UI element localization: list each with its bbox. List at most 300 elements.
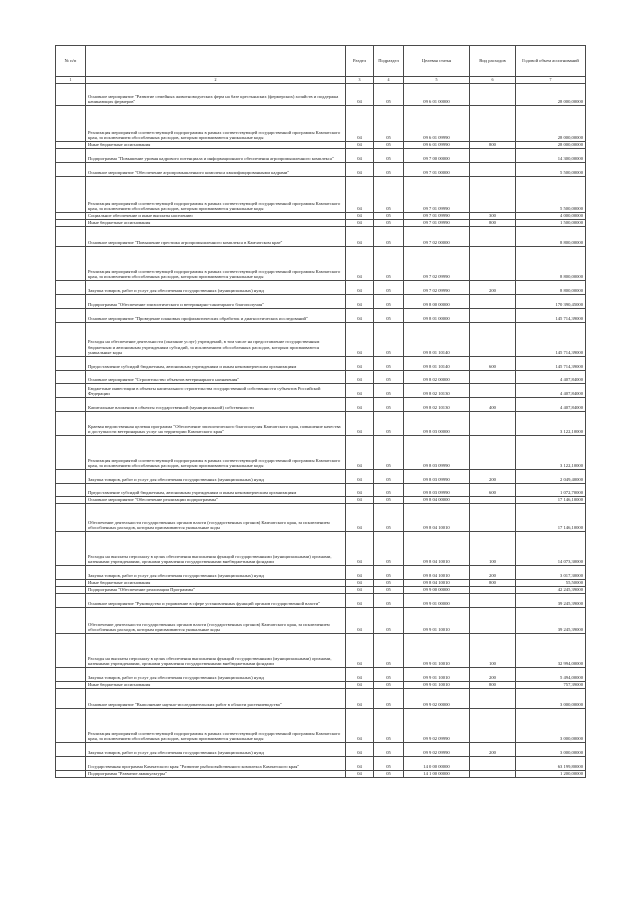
row-expense-type: 200 <box>470 743 516 757</box>
row-subsection: 05 <box>374 504 404 532</box>
row-amount: 28 000,00000 <box>516 106 586 142</box>
row-section: 04 <box>346 295 374 309</box>
table-row <box>56 371 586 384</box>
row-subsection: 05 <box>374 149 404 163</box>
column-number-row <box>56 77 586 84</box>
table-row <box>56 323 586 357</box>
row-name: Бюджетные инвестиции в объекты капитального строительства государственной собственности субъектов Российской Федерации <box>86 384 346 398</box>
row-target: 09 7 01 09990 <box>404 220 470 227</box>
row-name: Предоставление субсидий бюджетным, автономным учреждениям и иным некоммерческим организациям <box>86 357 346 371</box>
row-subsection: 05 <box>374 484 404 497</box>
row-amount: 39 245,39000 <box>516 608 586 634</box>
num-cell <box>56 220 86 227</box>
num-cell <box>56 227 86 247</box>
row-target: 09 8 04 10010 <box>404 580 470 587</box>
table-row <box>56 470 586 484</box>
row-target: 09 9 02 09990 <box>404 743 470 757</box>
row-amount: 145 714,39000 <box>516 309 586 323</box>
table-row <box>56 757 586 771</box>
row-expense-type: 800 <box>470 580 516 587</box>
row-subsection: 05 <box>374 177 404 213</box>
row-amount: 14 073,30000 <box>516 532 586 566</box>
row-subsection: 05 <box>374 295 404 309</box>
table-row <box>56 709 586 743</box>
row-name: Расходы на выплаты персоналу в целях обеспечения выполнения функций государственными (муниципальными) органами, казенными учреждениями, органами управления государственными внебюджетными фондами <box>86 634 346 668</box>
table-row <box>56 743 586 757</box>
row-section: 04 <box>346 106 374 142</box>
num-cell <box>56 709 86 743</box>
row-target: 09 8 03 00000 <box>404 412 470 436</box>
row-subsection: 05 <box>374 357 404 371</box>
row-subsection: 05 <box>374 470 404 484</box>
row-section: 04 <box>346 412 374 436</box>
row-target: 09 8 00 00000 <box>404 295 470 309</box>
row-section: 04 <box>346 220 374 227</box>
row-name: Реализация мероприятий соответствующей подпрограммы в рамках соответствующей государственной программы Камчатского края, за исключением обособленных расходов, которым присваиваются уникальные коды <box>86 709 346 743</box>
row-expense-type <box>470 757 516 771</box>
num-cell <box>56 566 86 580</box>
row-target: 09 9 01 10010 <box>404 668 470 682</box>
row-section: 04 <box>346 497 374 504</box>
row-expense-type <box>470 84 516 106</box>
row-name: Основное мероприятие "Обеспечение агропромышленного комплекса квалифицированными кадрами" <box>86 163 346 177</box>
row-subsection: 05 <box>374 682 404 689</box>
row-section: 04 <box>346 580 374 587</box>
row-subsection: 05 <box>374 668 404 682</box>
row-name: Подпрограмма "Обеспечение эпизоотического и ветеринарно-санитарного благополучия" <box>86 295 346 309</box>
table-row <box>56 398 586 412</box>
row-section: 04 <box>346 323 374 357</box>
row-section: 04 <box>346 436 374 470</box>
row-section: 04 <box>346 213 374 220</box>
row-expense-type <box>470 594 516 608</box>
header-name <box>86 46 346 77</box>
row-name: Обеспечение деятельности государственных органов власти (государственных органов) Камчатского края, за исключением обособленных расходов, которым присваиваются уникальные коды <box>86 608 346 634</box>
row-target: 09 8 02 00000 <box>404 371 470 384</box>
table-row <box>56 227 586 247</box>
row-section: 04 <box>346 608 374 634</box>
row-name: Реализация мероприятий соответствующей подпрограммы в рамках соответствующей государственной программы Камчатского края, за исключением обособленных расходов, которым присваиваются уникальные коды <box>86 106 346 142</box>
header-row <box>56 46 586 77</box>
row-amount: 145 714,39000 <box>516 357 586 371</box>
row-amount: 17 146,10000 <box>516 504 586 532</box>
row-name: Закупка товаров, работ и услуг для обеспечения государственных (муниципальных) нужд <box>86 281 346 295</box>
num-cell <box>56 743 86 757</box>
row-name: Основное мероприятие "Проведение плановых профилактических обработок и диагностических исследований" <box>86 309 346 323</box>
row-name: Подпрограмма "Повышение уровня кадрового потенциала и информационного обеспечения агропромышленного комплекса" <box>86 149 346 163</box>
row-section: 04 <box>346 227 374 247</box>
row-target: 09 6 01 09990 <box>404 106 470 142</box>
table-row <box>56 295 586 309</box>
row-target: 09 9 01 10010 <box>404 682 470 689</box>
row-expense-type <box>470 323 516 357</box>
row-amount: 8 800,00000 <box>516 281 586 295</box>
table-row <box>56 412 586 436</box>
row-section: 04 <box>346 163 374 177</box>
row-name: Подпрограмма "Обеспечение реализации Программы" <box>86 587 346 594</box>
row-expense-type: 200 <box>470 281 516 295</box>
header-target: Целевая статья <box>404 46 470 77</box>
table-row <box>56 149 586 163</box>
row-subsection: 05 <box>374 323 404 357</box>
row-section: 04 <box>346 682 374 689</box>
row-amount: 145 714,39000 <box>516 323 586 357</box>
num-cell <box>56 594 86 608</box>
row-expense-type <box>470 689 516 709</box>
row-expense-type: 800 <box>470 220 516 227</box>
num-cell <box>56 384 86 398</box>
num-cell <box>56 771 86 778</box>
row-name: Реализация мероприятий соответствующей подпрограммы в рамках соответствующей государственной программы Камчатского края, за исключением обособленных расходов, которым присваиваются уникальные коды <box>86 177 346 213</box>
row-section: 04 <box>346 689 374 709</box>
row-section: 04 <box>346 532 374 566</box>
header-amount: Годовой объем ассигнований <box>516 46 586 77</box>
row-subsection: 05 <box>374 412 404 436</box>
row-target: 09 7 01 09990 <box>404 177 470 213</box>
row-target: 09 7 01 09990 <box>404 213 470 220</box>
row-name: Основное мероприятие "Развитие семейных животноводческих ферм на базе крестьянских (фермерских) хозяйств и поддержка начинающих фермеров" <box>86 84 346 106</box>
row-target: 09 9 01 10010 <box>404 634 470 668</box>
table-row <box>56 634 586 668</box>
column-number: 2 <box>86 77 346 84</box>
header-section: Раздел <box>346 46 374 77</box>
row-target: 09 8 02 10130 <box>404 398 470 412</box>
row-amount: 3 000,00000 <box>516 743 586 757</box>
row-expense-type <box>470 587 516 594</box>
num-cell <box>56 682 86 689</box>
row-expense-type <box>470 504 516 532</box>
num-cell <box>56 634 86 668</box>
row-section: 04 <box>346 357 374 371</box>
table-row <box>56 281 586 295</box>
header-expense-type: Вид расходов <box>470 46 516 77</box>
row-section: 04 <box>346 384 374 398</box>
num-cell <box>56 484 86 497</box>
row-section: 04 <box>346 771 374 778</box>
num-cell <box>56 163 86 177</box>
table-row <box>56 580 586 587</box>
row-name: Основное мероприятие "Выполнение научно-исследовательских работ в области растениеводства" <box>86 689 346 709</box>
row-name: Расходы на обеспечение деятельности (оказание услуг) учреждений, в том числе на предоставление государственным бюджетным и автономным учреждениям субсидий, за исключением обособленных расходов, которым присваиваются уникальные коды <box>86 323 346 357</box>
row-name: Иные бюджетные ассигнования <box>86 220 346 227</box>
row-expense-type <box>470 497 516 504</box>
num-cell <box>56 608 86 634</box>
row-target: 09 7 01 00000 <box>404 163 470 177</box>
row-section: 04 <box>346 309 374 323</box>
row-target: 09 8 04 10010 <box>404 504 470 532</box>
table-row <box>56 247 586 281</box>
row-amount: 2 049,40000 <box>516 470 586 484</box>
row-subsection: 05 <box>374 309 404 323</box>
row-subsection: 05 <box>374 247 404 281</box>
row-section: 04 <box>346 634 374 668</box>
row-expense-type: 300 <box>470 213 516 220</box>
row-target: 09 8 01 00000 <box>404 309 470 323</box>
row-name: Иные бюджетные ассигнования <box>86 580 346 587</box>
row-subsection: 05 <box>374 281 404 295</box>
table-row <box>56 163 586 177</box>
row-amount: 1 072,70000 <box>516 484 586 497</box>
row-amount: 3 017,30000 <box>516 566 586 580</box>
num-cell <box>56 470 86 484</box>
num-cell <box>56 295 86 309</box>
row-amount: 8 800,00000 <box>516 227 586 247</box>
budget-table <box>55 45 586 778</box>
row-expense-type <box>470 106 516 142</box>
column-number: 3 <box>346 77 374 84</box>
row-target: 09 9 01 00000 <box>404 594 470 608</box>
column-number: 5 <box>404 77 470 84</box>
row-subsection: 05 <box>374 634 404 668</box>
row-target: 09 8 04 10010 <box>404 532 470 566</box>
row-subsection: 05 <box>374 371 404 384</box>
num-cell <box>56 281 86 295</box>
row-subsection: 05 <box>374 142 404 149</box>
row-subsection: 05 <box>374 398 404 412</box>
row-amount: 14 300,00000 <box>516 149 586 163</box>
row-name: Краевая ведомственная целевая программа "Обеспечение эпизоотического благополучия Камчатского края, повышение качества и доступности ветеринарных услуг на территории Камчатского края" <box>86 412 346 436</box>
row-expense-type: 800 <box>470 682 516 689</box>
row-expense-type <box>470 709 516 743</box>
num-cell <box>56 587 86 594</box>
row-subsection: 05 <box>374 436 404 470</box>
row-subsection: 05 <box>374 587 404 594</box>
row-target: 09 7 02 09990 <box>404 281 470 295</box>
row-section: 04 <box>346 743 374 757</box>
row-subsection: 05 <box>374 497 404 504</box>
row-target: 09 7 02 00000 <box>404 227 470 247</box>
num-cell <box>56 436 86 470</box>
row-name: Реализация мероприятий соответствующей подпрограммы в рамках соответствующей государственной программы Камчатского края, за исключением обособленных расходов, которым присваиваются уникальные коды <box>86 436 346 470</box>
row-amount: 8 800,00000 <box>516 247 586 281</box>
row-expense-type <box>470 177 516 213</box>
row-name: Закупка товаров, работ и услуг для обеспечения государственных (муниципальных) нужд <box>86 668 346 682</box>
num-cell <box>56 142 86 149</box>
row-expense-type <box>470 309 516 323</box>
row-target: 09 9 01 10010 <box>404 608 470 634</box>
row-name: Иные бюджетные ассигнования <box>86 142 346 149</box>
num-cell <box>56 504 86 532</box>
table-row <box>56 384 586 398</box>
table-row <box>56 142 586 149</box>
row-name: Основное мероприятие "Повышение престижа агропромышленного комплекса в Камчатском крае" <box>86 227 346 247</box>
row-amount: 28 000,00000 <box>516 84 586 106</box>
row-amount: 170 390,45000 <box>516 295 586 309</box>
row-amount: 5 494,00000 <box>516 668 586 682</box>
row-amount: 757,39000 <box>516 682 586 689</box>
table-row <box>56 771 586 778</box>
row-subsection: 05 <box>374 689 404 709</box>
row-section: 04 <box>346 566 374 580</box>
num-cell <box>56 106 86 142</box>
num-cell <box>56 580 86 587</box>
row-subsection: 05 <box>374 532 404 566</box>
row-amount: 3 000,00000 <box>516 689 586 709</box>
table-row <box>56 436 586 470</box>
row-section: 04 <box>346 587 374 594</box>
row-expense-type <box>470 771 516 778</box>
row-section: 04 <box>346 142 374 149</box>
row-section: 04 <box>346 470 374 484</box>
row-section: 04 <box>346 504 374 532</box>
table-row <box>56 84 586 106</box>
num-cell <box>56 149 86 163</box>
row-subsection: 05 <box>374 163 404 177</box>
row-subsection: 05 <box>374 580 404 587</box>
row-section: 04 <box>346 371 374 384</box>
row-name: Основное мероприятие "Строительство объектов ветеринарного назначения" <box>86 371 346 384</box>
row-expense-type <box>470 163 516 177</box>
row-section: 04 <box>346 149 374 163</box>
num-cell <box>56 532 86 566</box>
column-number: 7 <box>516 77 586 84</box>
row-expense-type <box>470 608 516 634</box>
row-expense-type <box>470 227 516 247</box>
row-subsection: 05 <box>374 220 404 227</box>
row-target: 09 7 02 09990 <box>404 247 470 281</box>
row-section: 04 <box>346 668 374 682</box>
row-name: Основное мероприятие "Обеспечение реализации подпрограммы" <box>86 497 346 504</box>
num-cell <box>56 497 86 504</box>
row-name: Обеспечение деятельности государственных органов власти (государственных органов) Камчатского края, за исключением обособленных расходов, которым присваиваются уникальные коды <box>86 504 346 532</box>
row-name: Закупка товаров, работ и услуг для обеспечения государственных (муниципальных) нужд <box>86 743 346 757</box>
row-expense-type <box>470 247 516 281</box>
row-expense-type <box>470 149 516 163</box>
row-amount: 4 407,84000 <box>516 384 586 398</box>
budget-table-page <box>55 45 585 778</box>
row-amount: 28 000,00000 <box>516 142 586 149</box>
row-subsection: 05 <box>374 227 404 247</box>
row-target: 09 8 03 09990 <box>404 470 470 484</box>
row-amount: 42 245,39000 <box>516 587 586 594</box>
row-subsection: 05 <box>374 743 404 757</box>
row-expense-type: 200 <box>470 566 516 580</box>
row-name: Закупка товаров, работ и услуг для обеспечения государственных (муниципальных) нужд <box>86 470 346 484</box>
num-cell <box>56 357 86 371</box>
header-subsection: Подраздел <box>374 46 404 77</box>
row-expense-type: 800 <box>470 142 516 149</box>
num-cell <box>56 309 86 323</box>
row-amount: 39 245,39000 <box>516 594 586 608</box>
column-number: 4 <box>374 77 404 84</box>
row-section: 04 <box>346 594 374 608</box>
row-expense-type: 600 <box>470 357 516 371</box>
row-subsection: 05 <box>374 594 404 608</box>
row-amount: 1 200,00000 <box>516 771 586 778</box>
row-expense-type: 600 <box>470 484 516 497</box>
row-name: Реализация мероприятий соответствующей подпрограммы в рамках соответствующей государственной программы Камчатского края, за исключением обособленных расходов, которым присваиваются уникальные коды <box>86 247 346 281</box>
row-expense-type <box>470 436 516 470</box>
row-expense-type: 200 <box>470 668 516 682</box>
column-number: 6 <box>470 77 516 84</box>
row-subsection: 05 <box>374 608 404 634</box>
table-row <box>56 357 586 371</box>
row-section: 04 <box>346 484 374 497</box>
row-target: 09 8 01 10140 <box>404 323 470 357</box>
row-amount: 5 500,00000 <box>516 163 586 177</box>
table-row <box>56 213 586 220</box>
table-body <box>56 84 586 778</box>
row-subsection: 05 <box>374 106 404 142</box>
table-row <box>56 566 586 580</box>
row-amount: 3 122,10000 <box>516 436 586 470</box>
row-section: 04 <box>346 709 374 743</box>
num-cell <box>56 668 86 682</box>
num-cell <box>56 213 86 220</box>
row-section: 04 <box>346 247 374 281</box>
num-cell <box>56 323 86 357</box>
row-name: Предоставление субсидий бюджетным, автономным учреждениям и иным некоммерческим организациям <box>86 484 346 497</box>
row-target: 09 6 01 00000 <box>404 84 470 106</box>
row-name: Капитальные вложения в объекты государственной (муниципальной) собственности <box>86 398 346 412</box>
row-amount: 17 146,10000 <box>516 497 586 504</box>
row-subsection: 05 <box>374 771 404 778</box>
row-amount: 4 407,84000 <box>516 371 586 384</box>
row-target: 09 9 02 09990 <box>404 709 470 743</box>
row-section: 04 <box>346 757 374 771</box>
row-expense-type: 400 <box>470 398 516 412</box>
row-subsection: 05 <box>374 213 404 220</box>
table-row <box>56 309 586 323</box>
table-row <box>56 497 586 504</box>
row-subsection: 05 <box>374 709 404 743</box>
row-section: 04 <box>346 84 374 106</box>
row-name: Государственная программа Камчатского края "Развитие рыбохозяйственного комплекса Камчатского края" <box>86 757 346 771</box>
row-target: 09 8 04 10010 <box>404 566 470 580</box>
column-number: 1 <box>56 77 86 84</box>
row-amount: 3 122,10000 <box>516 412 586 436</box>
row-amount: 63 199,80000 <box>516 757 586 771</box>
row-expense-type <box>470 371 516 384</box>
num-cell <box>56 757 86 771</box>
row-name: Подпрограмма "Развитие аквакультуры" <box>86 771 346 778</box>
row-amount: 3 000,00000 <box>516 709 586 743</box>
row-amount: 5 500,00000 <box>516 177 586 213</box>
num-cell <box>56 398 86 412</box>
row-name: Социальное обеспечение и иные выплаты населению <box>86 213 346 220</box>
table-row <box>56 608 586 634</box>
row-target: 14 0 00 00000 <box>404 757 470 771</box>
row-target: 09 8 03 09990 <box>404 436 470 470</box>
row-expense-type: 100 <box>470 634 516 668</box>
row-expense-type: 200 <box>470 470 516 484</box>
row-expense-type <box>470 384 516 398</box>
row-target: 09 9 00 00000 <box>404 587 470 594</box>
row-amount: 4 407,84000 <box>516 398 586 412</box>
table-row <box>56 484 586 497</box>
row-target: 09 8 04 00000 <box>404 497 470 504</box>
num-cell <box>56 177 86 213</box>
row-section: 04 <box>346 398 374 412</box>
row-name: Закупка товаров, работ и услуг для обеспечения государственных (муниципальных) нужд <box>86 566 346 580</box>
row-target: 14 1 00 00000 <box>404 771 470 778</box>
num-cell <box>56 689 86 709</box>
num-cell <box>56 84 86 106</box>
table-row <box>56 587 586 594</box>
row-target: 09 9 02 00000 <box>404 689 470 709</box>
table-row <box>56 177 586 213</box>
row-amount: 32 994,00000 <box>516 634 586 668</box>
row-target: 09 8 02 10130 <box>404 384 470 398</box>
table-row <box>56 668 586 682</box>
table-row <box>56 504 586 532</box>
row-subsection: 05 <box>374 384 404 398</box>
num-cell <box>56 371 86 384</box>
row-name: Основное мероприятие "Руководство и управление в сфере установленных функций органов государственной власти" <box>86 594 346 608</box>
row-section: 04 <box>346 177 374 213</box>
num-cell <box>56 247 86 281</box>
row-subsection: 05 <box>374 84 404 106</box>
